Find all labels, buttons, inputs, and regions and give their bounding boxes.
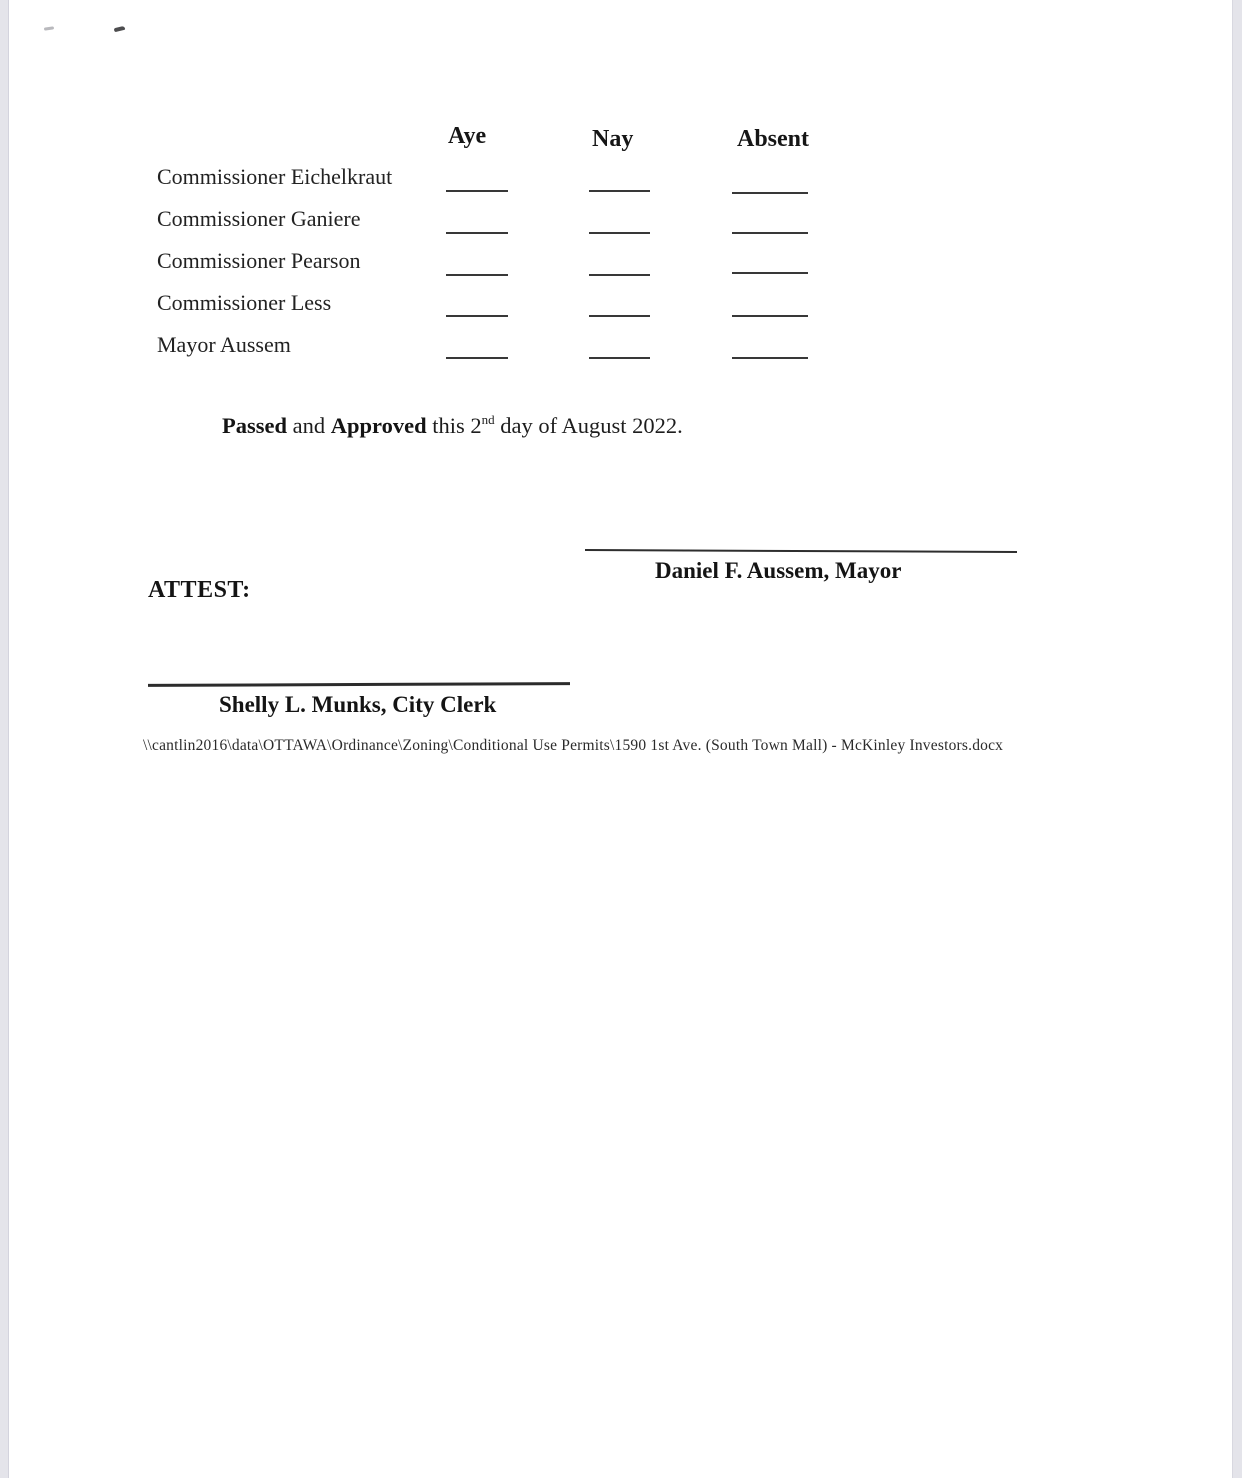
vote-column-header-nay: Nay <box>592 126 634 152</box>
vote-blank-line-aye <box>446 190 508 192</box>
vote-row-name-pearson: Commissioner Pearson <box>157 248 361 273</box>
passed-approved-statement <box>222 412 683 439</box>
vote-blank-line-absent <box>732 315 808 317</box>
statement-text: this 2 <box>426 413 482 438</box>
clerk-signature-line <box>148 682 570 687</box>
vote-blank-line-absent <box>732 232 808 234</box>
clerk-name-title: Shelly L. Munks, City Clerk <box>219 692 497 717</box>
mayor-signature-line <box>585 549 1017 553</box>
approved-word: Approved <box>330 413 427 438</box>
vote-row-name-ganiere: Commissioner Ganiere <box>157 206 361 231</box>
scanner-edge-right <box>1232 0 1242 1478</box>
passed-word: Passed <box>222 413 288 438</box>
vote-column-header-absent: Absent <box>737 126 810 152</box>
attest-label: ATTEST: <box>148 577 251 603</box>
vote-blank-line-nay <box>589 357 650 359</box>
vote-blank-line-aye <box>446 274 508 276</box>
vote-blank-line-absent <box>732 192 808 194</box>
vote-row-name-less: Commissioner Less <box>157 290 332 315</box>
mayor-name-title: Daniel F. Aussem, Mayor <box>655 558 902 583</box>
scanner-edge-left <box>0 0 9 1478</box>
vote-blank-line-aye <box>446 357 508 359</box>
vote-blank-line-nay <box>589 190 650 192</box>
vote-blank-line-aye <box>446 315 508 317</box>
vote-blank-line-nay <box>589 315 650 317</box>
vote-column-header-aye: Aye <box>448 123 487 149</box>
scan-artifact-speck <box>44 26 54 30</box>
vote-row-name-eichelkraut: Commissioner Eichelkraut <box>157 164 393 189</box>
vote-blank-line-aye <box>446 232 508 234</box>
statement-text: day of August 2022. <box>494 413 683 438</box>
vote-blank-line-absent <box>732 272 808 274</box>
vote-blank-line-nay <box>589 274 650 276</box>
scan-artifact-speck <box>114 26 126 33</box>
vote-blank-line-absent <box>732 357 808 359</box>
statement-text: and <box>287 413 331 438</box>
document-file-path: \\cantlin2016\data\OTTAWA\Ordinance\Zoning\Conditional Use Permits\1590 1st Ave. (South Town Mall) - McKinley Investors.docx <box>143 737 1004 754</box>
ordinal-superscript: nd <box>481 412 495 427</box>
vote-blank-line-nay <box>589 232 650 234</box>
vote-row-name-aussem: Mayor Aussem <box>157 332 291 357</box>
